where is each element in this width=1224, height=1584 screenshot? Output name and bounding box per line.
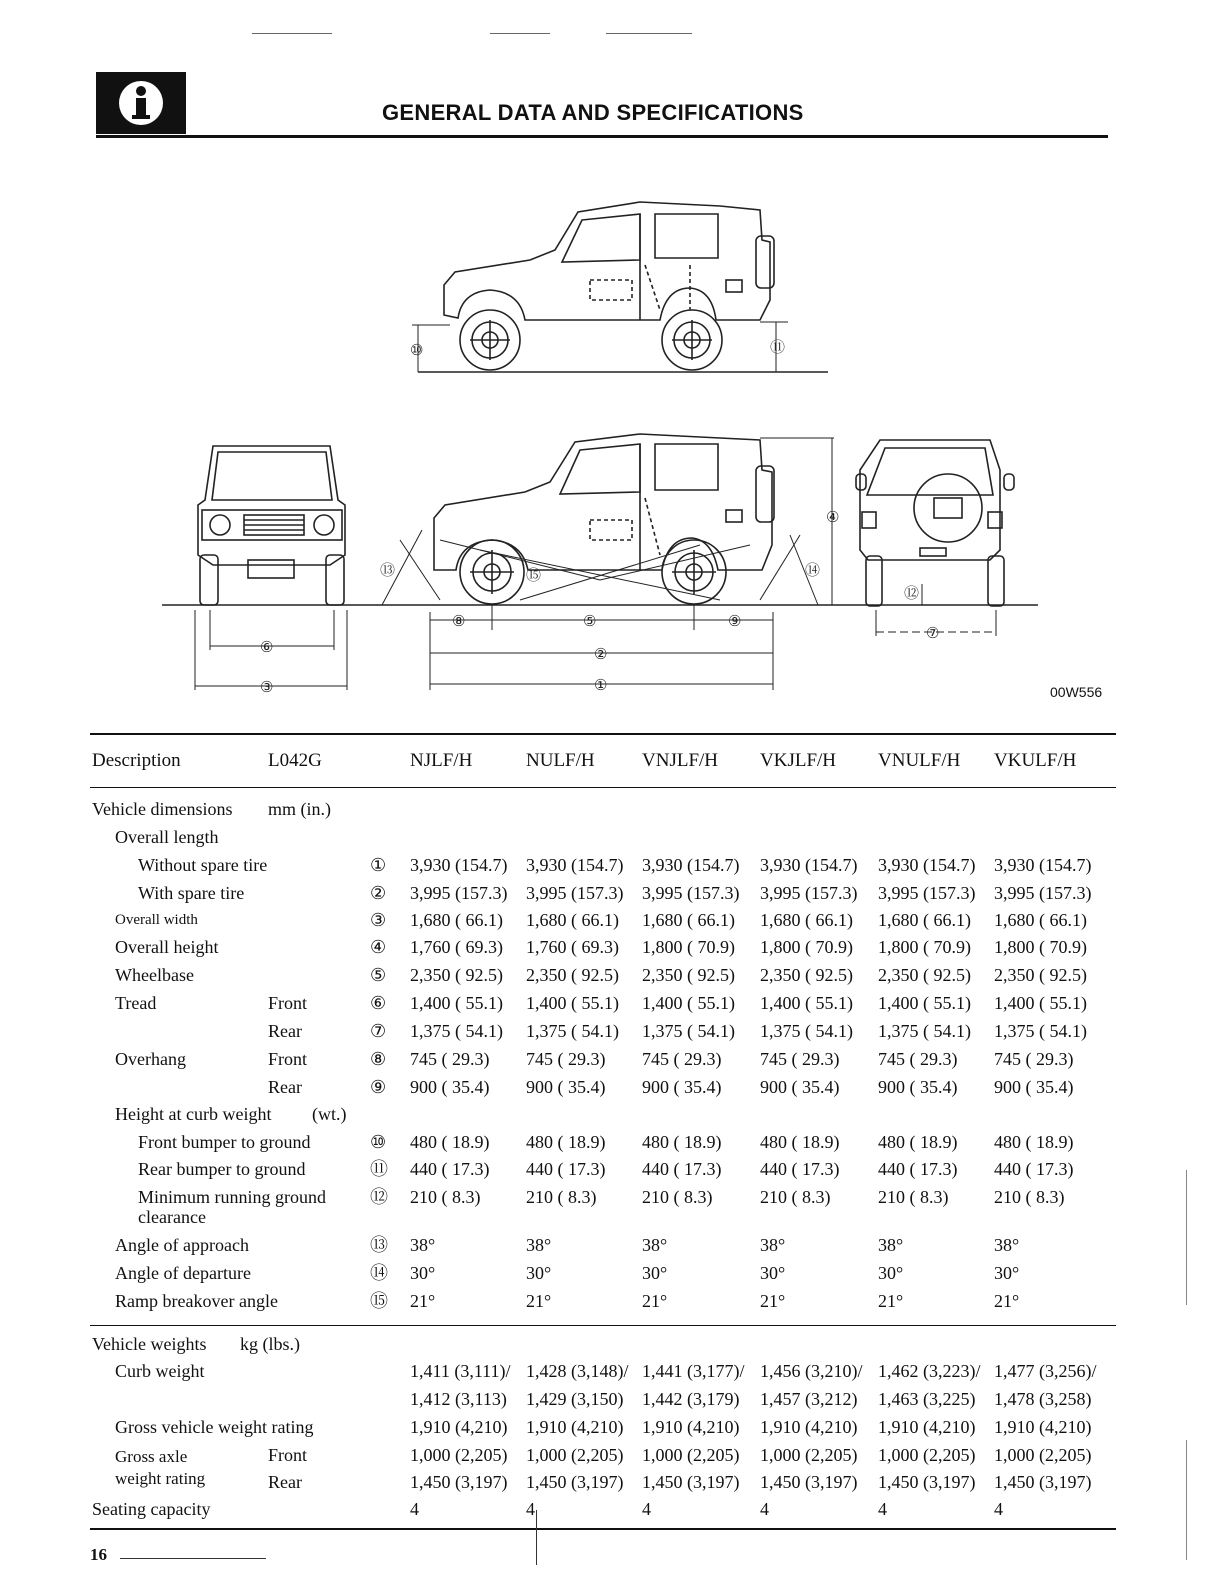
callout-12: ⑫ bbox=[904, 586, 920, 602]
spec-value: 21° bbox=[994, 1291, 1020, 1311]
weight-value: 1,910 (4,210) bbox=[878, 1417, 976, 1437]
spec-value: 30° bbox=[410, 1263, 436, 1283]
spec-value: 2,350 ( 92.5) bbox=[526, 965, 619, 985]
weight-value: 1,442 (3,179) bbox=[642, 1389, 740, 1409]
section-unit: mm (in.) bbox=[268, 799, 331, 819]
row-label: Gross axle bbox=[115, 1447, 188, 1466]
row-label: Overhang bbox=[115, 1049, 186, 1069]
footer-rule bbox=[120, 1558, 266, 1559]
spec-value: 21° bbox=[526, 1291, 552, 1311]
spec-value: 1,400 ( 55.1) bbox=[410, 993, 503, 1013]
spec-value: 1,800 ( 70.9) bbox=[760, 937, 853, 957]
seating-value: 4 bbox=[760, 1499, 769, 1519]
row-label: Overall height bbox=[115, 937, 219, 957]
subsection-unit: (wt.) bbox=[312, 1104, 347, 1124]
spec-value: 30° bbox=[994, 1263, 1020, 1283]
model-header: NJLF/H bbox=[410, 750, 473, 771]
spec-value: 440 ( 17.3) bbox=[526, 1159, 606, 1179]
seating-value: 4 bbox=[410, 1499, 419, 1519]
weight-value: 1,478 (3,258) bbox=[994, 1389, 1092, 1409]
callout-number: ⑦ bbox=[370, 1021, 387, 1041]
row-label: With spare tire bbox=[138, 883, 245, 903]
description-header: Description bbox=[92, 750, 181, 771]
spec-value: 38° bbox=[994, 1235, 1020, 1255]
weight-value: 1,411 (3,111)/ bbox=[410, 1361, 511, 1381]
weight-value: 1,450 (3,197) bbox=[642, 1472, 740, 1492]
spec-value: 745 ( 29.3) bbox=[642, 1049, 722, 1069]
spec-value: 210 ( 8.3) bbox=[878, 1187, 949, 1207]
row-label: clearance bbox=[138, 1207, 206, 1227]
spec-value: 3,930 (154.7) bbox=[994, 855, 1092, 875]
row-sublabel: Rear bbox=[268, 1472, 302, 1492]
spec-value: 30° bbox=[642, 1263, 668, 1283]
callout-number: ① bbox=[370, 855, 387, 875]
weight-value: 1,000 (2,205) bbox=[878, 1445, 976, 1465]
row-sublabel: Rear bbox=[268, 1021, 302, 1041]
spec-value: 21° bbox=[878, 1291, 904, 1311]
section-unit: kg (lbs.) bbox=[240, 1334, 300, 1354]
callout-7: ⑦ bbox=[926, 626, 940, 642]
spec-value: 3,995 (157.3) bbox=[760, 883, 858, 903]
spec-value: 1,680 ( 66.1) bbox=[760, 910, 853, 930]
spec-value: 480 ( 18.9) bbox=[878, 1132, 958, 1152]
spec-value: 480 ( 18.9) bbox=[526, 1132, 606, 1152]
spec-value: 2,350 ( 92.5) bbox=[760, 965, 853, 985]
spec-value: 3,995 (157.3) bbox=[994, 883, 1092, 903]
row-sublabel: Front bbox=[268, 1049, 308, 1069]
page-number: 16 bbox=[90, 1545, 107, 1564]
row-label: Ramp breakover angle bbox=[115, 1291, 278, 1311]
spec-value: 1,400 ( 55.1) bbox=[994, 993, 1087, 1013]
spec-value: 1,400 ( 55.1) bbox=[760, 993, 853, 1013]
weight-value: 1,456 (3,210)/ bbox=[760, 1361, 863, 1381]
section-title: Vehicle weights bbox=[92, 1334, 207, 1354]
callout-number: ④ bbox=[370, 937, 387, 957]
model-header: VKJLF/H bbox=[760, 750, 837, 771]
weight-value: 1,000 (2,205) bbox=[410, 1445, 508, 1465]
row-label: Curb weight bbox=[115, 1361, 205, 1381]
spec-value: 210 ( 8.3) bbox=[994, 1187, 1065, 1207]
spec-value: 745 ( 29.3) bbox=[994, 1049, 1074, 1069]
figure-code: 00W556 bbox=[1050, 684, 1103, 700]
scan-line bbox=[1186, 1440, 1187, 1560]
callout-8: ⑧ bbox=[452, 614, 466, 630]
row-label: weight rating bbox=[115, 1469, 206, 1488]
callout-number: ⑪ bbox=[370, 1159, 388, 1179]
page-title: GENERAL DATA AND SPECIFICATIONS bbox=[382, 100, 804, 125]
row-label: Overall width bbox=[115, 912, 198, 928]
model-header: VNJLF/H bbox=[642, 750, 719, 771]
callout-number: ⑩ bbox=[370, 1132, 387, 1152]
weight-value: 1,000 (2,205) bbox=[526, 1445, 624, 1465]
spec-value: 1,400 ( 55.1) bbox=[526, 993, 619, 1013]
spec-value: 440 ( 17.3) bbox=[410, 1159, 490, 1179]
row-label: Without spare tire bbox=[138, 855, 268, 875]
weight-value: 1,450 (3,197) bbox=[410, 1472, 508, 1492]
spec-value: 2,350 ( 92.5) bbox=[878, 965, 971, 985]
callout-1: ① bbox=[594, 678, 608, 694]
model-header: NULF/H bbox=[526, 750, 595, 771]
row-label: Angle of approach bbox=[115, 1235, 249, 1255]
callout-number: ⑤ bbox=[370, 965, 387, 985]
callout-number: ⑬ bbox=[370, 1235, 388, 1255]
weight-value: 1,428 (3,148)/ bbox=[526, 1361, 629, 1381]
spec-value: 745 ( 29.3) bbox=[878, 1049, 958, 1069]
spec-value: 1,680 ( 66.1) bbox=[526, 910, 619, 930]
row-label: Minimum running ground bbox=[138, 1187, 326, 1207]
weight-value: 1,462 (3,223)/ bbox=[878, 1361, 981, 1381]
spec-value: 900 ( 35.4) bbox=[410, 1077, 490, 1097]
callout-number: ⑫ bbox=[370, 1187, 388, 1207]
spec-value: 480 ( 18.9) bbox=[760, 1132, 840, 1152]
callout-9: ⑨ bbox=[728, 614, 742, 630]
spec-value: 2,350 ( 92.5) bbox=[994, 965, 1087, 985]
model-header: VNULF/H bbox=[878, 750, 961, 771]
spec-value: 745 ( 29.3) bbox=[760, 1049, 840, 1069]
spec-value: 900 ( 35.4) bbox=[994, 1077, 1074, 1097]
callout-2: ② bbox=[594, 647, 608, 663]
spec-value: 3,930 (154.7) bbox=[760, 855, 858, 875]
spec-value: 30° bbox=[526, 1263, 552, 1283]
spec-value: 38° bbox=[526, 1235, 552, 1255]
spec-value: 440 ( 17.3) bbox=[878, 1159, 958, 1179]
row-sublabel: Rear bbox=[268, 1077, 302, 1097]
spec-value: 1,400 ( 55.1) bbox=[878, 993, 971, 1013]
spec-value: 1,800 ( 70.9) bbox=[878, 937, 971, 957]
weight-value: 1,457 (3,212) bbox=[760, 1389, 858, 1409]
callout-5: ⑤ bbox=[583, 614, 597, 630]
callout-15: ⑮ bbox=[526, 568, 542, 584]
spec-value: 440 ( 17.3) bbox=[760, 1159, 840, 1179]
callout-6: ⑥ bbox=[260, 640, 274, 656]
row-label: Angle of departure bbox=[115, 1263, 251, 1283]
spec-value: 900 ( 35.4) bbox=[642, 1077, 722, 1097]
weight-value: 1,910 (4,210) bbox=[526, 1417, 624, 1437]
weight-value: 1,441 (3,177)/ bbox=[642, 1361, 745, 1381]
spec-value: 440 ( 17.3) bbox=[994, 1159, 1074, 1179]
weight-value: 1,412 (3,113) bbox=[410, 1389, 507, 1409]
callout-11: ⑪ bbox=[770, 340, 786, 356]
spec-value: 3,995 (157.3) bbox=[642, 883, 740, 903]
spec-value: 38° bbox=[760, 1235, 786, 1255]
spec-value: 1,375 ( 54.1) bbox=[760, 1021, 853, 1041]
weight-value: 1,429 (3,150) bbox=[526, 1389, 624, 1409]
callout-10: ⑩ bbox=[410, 343, 424, 359]
spec-value: 3,995 (157.3) bbox=[410, 883, 508, 903]
spec-value: 900 ( 35.4) bbox=[760, 1077, 840, 1097]
weight-value: 1,450 (3,197) bbox=[994, 1472, 1092, 1492]
spec-value: 745 ( 29.3) bbox=[410, 1049, 490, 1069]
spec-value: 3,930 (154.7) bbox=[526, 855, 624, 875]
callout-13: ⑬ bbox=[380, 563, 396, 579]
weight-value: 1,000 (2,205) bbox=[760, 1445, 858, 1465]
spec-value: 2,350 ( 92.5) bbox=[642, 965, 735, 985]
spec-value: 1,680 ( 66.1) bbox=[410, 910, 503, 930]
weight-value: 1,450 (3,197) bbox=[878, 1472, 976, 1492]
spec-value: 21° bbox=[642, 1291, 668, 1311]
weight-value: 1,000 (2,205) bbox=[642, 1445, 740, 1465]
callout-number: ⑧ bbox=[370, 1049, 387, 1069]
weight-value: 1,450 (3,197) bbox=[526, 1472, 624, 1492]
callout-number: ② bbox=[370, 883, 387, 903]
row-sublabel: Front bbox=[268, 993, 308, 1013]
weight-value: 1,000 (2,205) bbox=[994, 1445, 1092, 1465]
section-title: Vehicle dimensions bbox=[92, 799, 233, 819]
spec-value: 1,760 ( 69.3) bbox=[410, 937, 503, 957]
row-label: Rear bumper to ground bbox=[138, 1159, 306, 1179]
spec-value: 1,375 ( 54.1) bbox=[994, 1021, 1087, 1041]
spec-value: 1,680 ( 66.1) bbox=[878, 910, 971, 930]
spec-value: 21° bbox=[760, 1291, 786, 1311]
row-label: Gross vehicle weight rating bbox=[115, 1417, 314, 1437]
spec-value: 210 ( 8.3) bbox=[410, 1187, 481, 1207]
model-header: VKULF/H bbox=[994, 750, 1077, 771]
spec-value: 745 ( 29.3) bbox=[526, 1049, 606, 1069]
spec-value: 38° bbox=[410, 1235, 436, 1255]
spec-value: 1,375 ( 54.1) bbox=[642, 1021, 735, 1041]
spec-value: 900 ( 35.4) bbox=[526, 1077, 606, 1097]
weight-value: 1,910 (4,210) bbox=[994, 1417, 1092, 1437]
spec-value: 3,995 (157.3) bbox=[878, 883, 976, 903]
callout-number: ⑭ bbox=[370, 1263, 388, 1283]
spec-value: 1,680 ( 66.1) bbox=[642, 910, 735, 930]
spec-value: 1,760 ( 69.3) bbox=[526, 937, 619, 957]
spec-value: 3,995 (157.3) bbox=[526, 883, 624, 903]
callout-3: ③ bbox=[260, 680, 274, 696]
spec-value: 480 ( 18.9) bbox=[642, 1132, 722, 1152]
row-label: Seating capacity bbox=[92, 1499, 211, 1519]
spec-value: 1,375 ( 54.1) bbox=[526, 1021, 619, 1041]
spec-value: 1,680 ( 66.1) bbox=[994, 910, 1087, 930]
row-label: Wheelbase bbox=[115, 965, 194, 985]
spec-value: 21° bbox=[410, 1291, 436, 1311]
spec-value: 30° bbox=[878, 1263, 904, 1283]
spec-value: 3,930 (154.7) bbox=[410, 855, 508, 875]
callout-number: ⑮ bbox=[370, 1291, 388, 1311]
spec-value: 38° bbox=[642, 1235, 668, 1255]
spec-value: 1,375 ( 54.1) bbox=[878, 1021, 971, 1041]
weight-value: 1,463 (3,225) bbox=[878, 1389, 976, 1409]
seating-value: 4 bbox=[994, 1499, 1003, 1519]
spec-value: 1,375 ( 54.1) bbox=[410, 1021, 503, 1041]
spec-value: 210 ( 8.3) bbox=[760, 1187, 831, 1207]
seating-value: 4 bbox=[526, 1499, 535, 1519]
row-label: Tread bbox=[115, 993, 157, 1013]
spec-value: 440 ( 17.3) bbox=[642, 1159, 722, 1179]
callout-number: ⑥ bbox=[370, 993, 387, 1013]
seating-value: 4 bbox=[642, 1499, 651, 1519]
scan-line bbox=[1186, 1170, 1187, 1305]
subsection-title: Overall length bbox=[115, 827, 219, 847]
spec-value: 1,400 ( 55.1) bbox=[642, 993, 735, 1013]
spec-value: 210 ( 8.3) bbox=[642, 1187, 713, 1207]
spec-value: 210 ( 8.3) bbox=[526, 1187, 597, 1207]
spec-value: 30° bbox=[760, 1263, 786, 1283]
weight-value: 1,910 (4,210) bbox=[760, 1417, 858, 1437]
callout-4: ④ bbox=[826, 510, 840, 526]
seating-value: 4 bbox=[878, 1499, 887, 1519]
callout-14: ⑭ bbox=[805, 563, 821, 579]
weight-value: 1,910 (4,210) bbox=[642, 1417, 740, 1437]
weight-value: 1,910 (4,210) bbox=[410, 1417, 508, 1437]
spec-value: 38° bbox=[878, 1235, 904, 1255]
row-sublabel: Front bbox=[268, 1445, 308, 1465]
spec-value: 3,930 (154.7) bbox=[642, 855, 740, 875]
callout-number: ③ bbox=[370, 910, 387, 930]
row-label: Front bumper to ground bbox=[138, 1132, 311, 1152]
spec-value: 900 ( 35.4) bbox=[878, 1077, 958, 1097]
spec-value: 2,350 ( 92.5) bbox=[410, 965, 503, 985]
callout-number: ⑨ bbox=[370, 1077, 387, 1097]
scan-line bbox=[536, 1510, 537, 1565]
spec-value: 3,930 (154.7) bbox=[878, 855, 976, 875]
weight-value: 1,450 (3,197) bbox=[760, 1472, 858, 1492]
spec-value: 480 ( 18.9) bbox=[994, 1132, 1074, 1152]
spec-value: 1,800 ( 70.9) bbox=[642, 937, 735, 957]
weight-value: 1,477 (3,256)/ bbox=[994, 1361, 1097, 1381]
model-code-header: L042G bbox=[268, 750, 322, 771]
subsection-title: Height at curb weight bbox=[115, 1104, 272, 1124]
spec-value: 480 ( 18.9) bbox=[410, 1132, 490, 1152]
spec-value: 1,800 ( 70.9) bbox=[994, 937, 1087, 957]
